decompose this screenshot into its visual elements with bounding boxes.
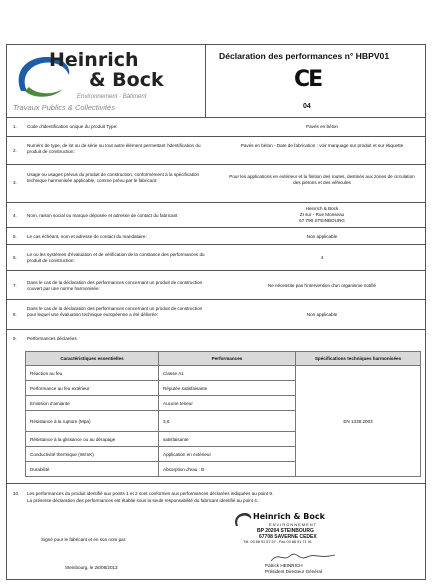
table-row: Réaction au feu Classe A1 EN 1338:2003 — [26, 366, 421, 381]
declaration-page — [6, 44, 426, 580]
header — [7, 45, 425, 118]
logo-text-line2: & Bock — [89, 69, 164, 91]
logo-tagline-1: Environnement · Bâtiment — [77, 94, 147, 100]
table-row: Emission d'amiante Aucune teneur — [26, 396, 421, 411]
footer-section: 10. Les performances du produit identifié aux points 1 et 2 sont conformes aux performances déclarées indiquées au point 9. La présente déclaration des performances est établie sous la seule responsabilité du fabricant identifié au point 4. Signé pour le fabricant et en son nom par: Steinbourg, le 28/06/2013 Heinrich & Bock ENVIRONNEMENT BP 20204 STEINBOURG 67708 SAVERNE CEDEX Tél. 03 88 91 57 57 - Fax 03 88 91 71 91 Patrick HEINRICH Président Directeur Général — [7, 483, 425, 579]
conformity-statement: Les performances du produit identifié aux points 1 et 2 sont conformes aux performances déclarées indiquées au point 9. — [27, 491, 274, 496]
place-date: Steinbourg, le 28/06/2013 — [65, 565, 118, 570]
performance-section-title: Performances déclarées — [27, 336, 77, 341]
performance-table: Caractéristiques essentielles Performances Spécifications techniques harmonisées Réaction au feu Classe A1 EN 1338:2003 Performance au feu extérieur Réputée satisfaisante Emission d'amiante Aucune teneur Résistance à la rupture (Mpa) 3,6 Résistance à la glissance ou au dérapage satisfaisante Conductivité thermique (W/mK) Application en extérieur Durabilité Absorption d'eau : B — [25, 351, 421, 477]
signer-title: Président Directeur Général — [265, 569, 322, 574]
row-3: 3. Usage ou usages prévus du produit de construction, conformément à la spécification technique harmonisée applicable, comme prévu par le fabricant: Pour les applications en extérieur et la finition des routes, destinés aux zones de circulation des piétons et des véhicules — [7, 165, 425, 203]
company-stamp: Heinrich & Bock ENVIRONNEMENT BP 20204 STEINBOURG 67708 SAVERNE CEDEX Tél. 03 88 91 57 57 - Fax 03 88 91 71 91 — [233, 509, 353, 549]
table-row: Résistance à la glissance ou au dérapage satisfaisante — [26, 432, 421, 447]
row-2: 2. Numéro de type, de lot ou de série ou tout autre élément permettant l'identification du produit de construction: Pavés en béton - Date de fabrication : voir marquage sur produit et sur étiquette — [7, 137, 425, 165]
document-title: Déclaration des performances n° HBPV01 — [219, 51, 390, 61]
row-7: 7. Dans le cas de la déclaration des performances concernant un produit de construction couvert par une norme harmonisée: Ne nécessite pas l'intervention d'un organisme notifié — [7, 271, 425, 300]
row-1: 1. Code d'identification unique du produit Type: Pavés en béton — [7, 117, 425, 137]
signed-by-label: Signé pour le fabricant et en son nom par: — [41, 537, 127, 542]
table-row: Durabilité Absorption d'eau : B — [26, 462, 421, 477]
company-logo — [7, 45, 206, 117]
table-row: Conductivité thermique (W/mK) Application en extérieur — [26, 447, 421, 462]
logo-tagline-2: Travaux Publics & Collectivités — [13, 103, 115, 112]
row-8: 8. Dans le cas de la déclaration des performances concernant un produit de construction pour lequel une évaluation technique européenne a été délivrée: Non applicable — [7, 300, 425, 330]
row-6: 6. Le ou les systèmes d'évaluation et de vérification de la constance des performances du produit de construction: 4 — [7, 245, 425, 271]
responsibility-statement: La présente déclaration des performances est établie sous la seule responsabilité du fabricant identifié au point 4. — [27, 497, 259, 503]
harmonised-standard: EN 1338:2003 — [296, 366, 421, 477]
row-4: 4. Nom, raison social ou marque déposée et adresse de contact du fabricant Heinrich & Bock ZI sur - Rue Monseau 67 790 STEINBOURG — [7, 203, 425, 228]
row-5: 5. Le cas échéant, nom et adresse de contact du mandataire: Non applicable — [7, 228, 425, 245]
section-9: 9. Performances déclarées — [7, 330, 425, 484]
table-row: Performance au feu extérieur Réputée satisfaisante — [26, 381, 421, 396]
table-row: Résistance à la rupture (Mpa) 3,6 — [26, 411, 421, 432]
ce-mark: CE — [294, 67, 322, 92]
signer-name: Patrick HEINRICH — [265, 563, 303, 568]
stamp-logo-icon — [233, 511, 253, 529]
logo-text-line1: Heinrich — [49, 49, 139, 71]
ce-number: 04 — [303, 103, 311, 110]
